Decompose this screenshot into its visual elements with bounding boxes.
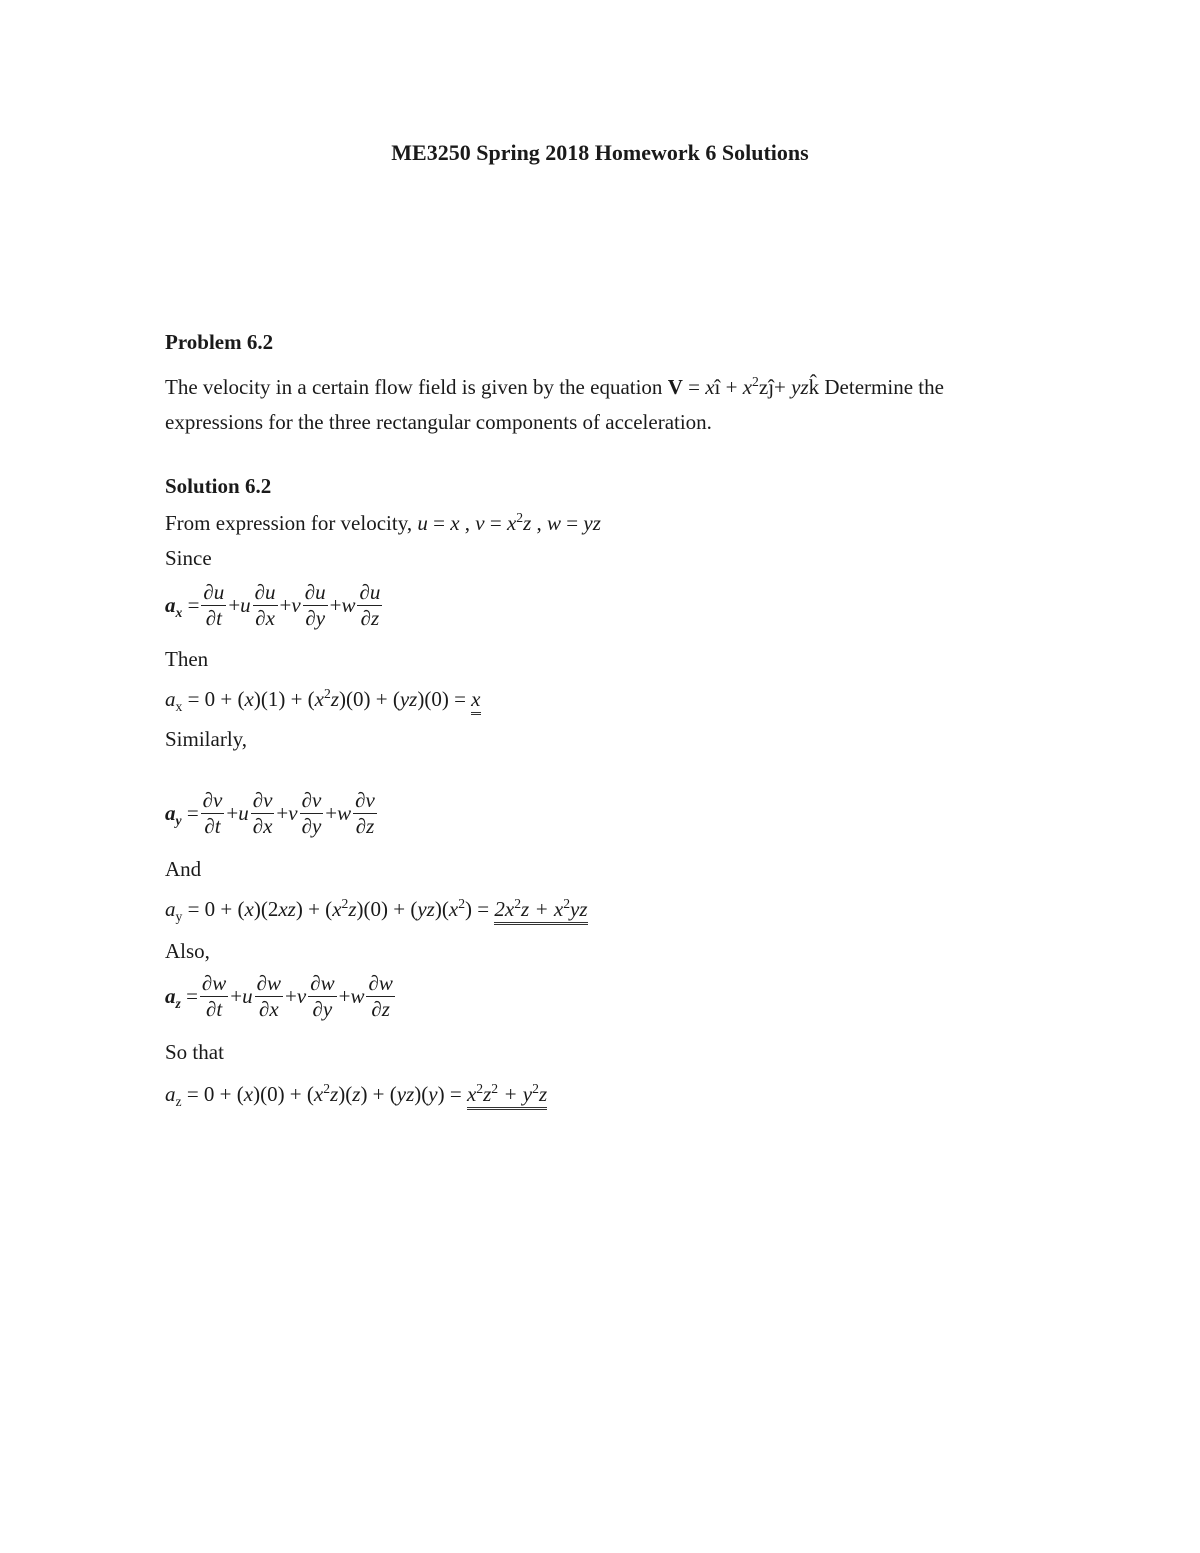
equation-token: 2x	[494, 897, 515, 921]
document-title: ME3250 Spring 2018 Homework 6 Solutions	[391, 140, 809, 165]
denominator: ∂z	[360, 606, 380, 630]
problem-text-end: Determine the	[819, 375, 944, 399]
partial-derivative	[303, 582, 328, 629]
final-answer	[467, 1082, 547, 1110]
numerator: ∂w	[310, 971, 335, 995]
plus-sign: +	[276, 801, 289, 825]
equation-token: a	[165, 1082, 176, 1106]
velocity-equation	[668, 375, 819, 399]
equation-token: v	[475, 511, 485, 535]
since-label: Since	[165, 546, 212, 570]
numerator: ∂u	[304, 580, 326, 604]
acceleration-symbol: $a_y$	[165, 801, 182, 828]
ax-result	[165, 685, 481, 714]
equation-token: z	[330, 687, 340, 711]
equation-token: z	[523, 511, 532, 535]
equation-token: z + x	[521, 897, 564, 921]
final-answer	[494, 897, 587, 925]
equation-token: z	[538, 1082, 548, 1106]
coefficient: v	[291, 593, 301, 617]
equation-token: z	[483, 1082, 492, 1106]
partial-derivative	[201, 790, 225, 837]
plus-sign: +	[329, 593, 342, 617]
equation-token: 2	[516, 509, 524, 525]
equation-token: )(	[338, 1082, 353, 1106]
equation-token: 2	[563, 895, 571, 911]
acceleration-subscript: z	[175, 995, 181, 1011]
equation-token: x	[466, 1082, 477, 1106]
az-definition	[165, 973, 397, 1020]
final-answer	[471, 687, 480, 715]
denominator: ∂t	[204, 814, 221, 838]
az-result	[165, 1080, 548, 1109]
coefficient: u	[238, 801, 249, 825]
acceleration-symbol: $a_x$	[165, 593, 183, 620]
equation-token: î	[714, 375, 721, 399]
equation-token: 2	[514, 895, 522, 911]
equation-token: =	[484, 511, 507, 535]
acceleration-symbol: $a_z$	[165, 984, 181, 1011]
ay-result	[165, 895, 588, 924]
equation-token: ) + (	[295, 897, 333, 921]
equation-token: x	[314, 687, 324, 711]
equation-token: ,	[459, 511, 476, 535]
partial-derivative	[201, 582, 226, 629]
numerator: ∂v	[355, 788, 375, 812]
equation-token: w	[547, 511, 562, 535]
coefficient: w	[341, 593, 356, 617]
equation-token: 2	[323, 1080, 331, 1096]
equation-token: x	[175, 698, 183, 714]
numerator: ∂w	[256, 971, 282, 995]
plus-sign: +	[325, 801, 338, 825]
equals-sign: =	[182, 593, 200, 617]
ay-definition	[165, 790, 379, 837]
equation-token: y	[175, 908, 183, 924]
problem-statement-line1	[165, 373, 944, 399]
plus-sign: +	[279, 593, 292, 617]
so-that-label: So that	[165, 1040, 224, 1064]
equation-token: ,	[531, 511, 548, 535]
equation-token: = 0 + (	[182, 687, 245, 711]
equation-token: a	[165, 897, 176, 921]
equation-token: z	[175, 1093, 182, 1109]
equation-token: =	[427, 511, 451, 535]
velocity-components-line	[165, 509, 601, 535]
components-equation	[417, 511, 601, 535]
coefficient: u	[242, 984, 253, 1008]
plus-sign: +	[338, 984, 351, 1008]
equation-token: z	[352, 1082, 361, 1106]
equation-token: ĵ	[768, 375, 775, 399]
equation-token: z	[758, 375, 769, 399]
numerator: ∂v	[252, 788, 273, 812]
denominator: ∂x	[255, 606, 275, 630]
and-label: And	[165, 857, 202, 881]
equation-token: ) =	[465, 897, 495, 921]
from-text: From expression for velocity,	[165, 511, 418, 535]
plus-sign: +	[228, 593, 241, 617]
equation-token: )(0) + (	[356, 897, 418, 921]
equation-token: x	[471, 687, 481, 711]
equation-token: x	[705, 375, 715, 399]
coefficient: v	[296, 984, 307, 1008]
equation-token: +	[720, 375, 743, 399]
partial-derivative	[308, 973, 336, 1020]
equation-token: =	[682, 375, 706, 399]
equation-token: yz	[396, 1082, 415, 1106]
acceleration-subscript: x	[175, 604, 183, 620]
partial-derivative	[357, 582, 382, 629]
equation-token: x	[244, 687, 254, 711]
denominator: ∂y	[305, 606, 326, 630]
also-label: Also,	[165, 939, 210, 963]
equation-token: )(	[414, 1082, 429, 1106]
plus-sign: +	[226, 801, 239, 825]
denominator: ∂z	[355, 814, 375, 838]
problem-statement-line2: expressions for the three rectangular components of acceleration.	[165, 410, 712, 434]
problem-text: The velocity in a certain flow field is given by the equation	[165, 375, 668, 399]
partial-derivative	[300, 790, 324, 837]
numerator: ∂u	[359, 580, 381, 604]
numerator: ∂v	[202, 788, 223, 812]
equation-token: )(0) =	[417, 687, 472, 711]
similarly-label: Similarly,	[165, 727, 248, 751]
equation-token: 2	[458, 895, 466, 911]
equation-token: )(1) + (	[253, 687, 315, 711]
equation-token: x	[448, 897, 459, 921]
coefficient: u	[240, 593, 251, 617]
equation-token: 2	[752, 373, 759, 389]
equation-token: )(2	[253, 897, 279, 921]
denominator: ∂z	[371, 997, 390, 1021]
equation-token: V	[667, 375, 683, 399]
numerator: ∂u	[254, 580, 276, 604]
denominator: ∂x	[258, 997, 279, 1021]
equation-token: =	[561, 511, 584, 535]
equation-token: x	[244, 897, 254, 921]
equation-token: x	[332, 897, 342, 921]
coefficient: w	[337, 801, 352, 825]
equation-token: x	[243, 1082, 254, 1106]
equation-token: 2	[491, 1080, 499, 1096]
equation-token: u	[417, 511, 428, 535]
equation-token: 2	[532, 1080, 539, 1096]
numerator: ∂w	[368, 971, 393, 995]
equation-token: yz	[583, 511, 601, 535]
numerator: ∂u	[203, 580, 225, 604]
then-label: Then	[165, 647, 209, 671]
denominator: ∂y	[312, 997, 333, 1021]
partial-derivative	[251, 790, 275, 837]
denominator: ∂x	[252, 814, 273, 838]
equation-token: + y	[498, 1082, 533, 1106]
equals-sign: =	[181, 801, 199, 825]
equation-token: ) =	[437, 1082, 467, 1106]
equation-token: 2	[341, 895, 349, 911]
equation-token: x	[506, 511, 517, 535]
equation-token: +	[774, 375, 792, 399]
equation-token: a	[165, 687, 176, 711]
partial-derivative	[353, 790, 377, 837]
equation-token: z	[330, 1082, 339, 1106]
acceleration-subscript: y	[175, 812, 182, 828]
equation-token: 2	[324, 685, 331, 701]
plus-sign: +	[230, 984, 243, 1008]
equation-token: = 0 + (	[181, 1082, 244, 1106]
equation-token: yz	[570, 897, 588, 921]
equation-token: = 0 + (	[182, 897, 245, 921]
equals-sign: =	[180, 984, 198, 1008]
equation-token: x	[450, 511, 460, 535]
denominator: ∂y	[301, 814, 322, 838]
equation-token: 2	[476, 1080, 484, 1096]
coefficient: v	[288, 801, 298, 825]
ax-definition	[165, 582, 384, 629]
equation-token: )(	[434, 897, 449, 921]
denominator: ∂t	[205, 606, 222, 630]
numerator: ∂v	[301, 788, 322, 812]
equation-token: k̂	[808, 375, 820, 399]
equation-token: x	[313, 1082, 324, 1106]
equation-token: ) + (	[360, 1082, 397, 1106]
problem-heading: Problem 6.2	[165, 330, 274, 354]
partial-derivative	[366, 973, 394, 1020]
equation-token: xz	[278, 897, 296, 921]
plus-sign: +	[285, 984, 297, 1008]
numerator: ∂w	[201, 971, 227, 995]
equation-token: yz	[399, 687, 418, 711]
equation-token: y	[428, 1082, 438, 1106]
solution-heading: Solution 6.2	[165, 474, 272, 498]
equation-token: yz	[417, 897, 435, 921]
equation-token: yz	[791, 375, 809, 399]
equation-token: )(0) + (	[253, 1082, 314, 1106]
equation-token: x	[742, 375, 753, 399]
partial-derivative	[255, 973, 283, 1020]
equation-token: z	[348, 897, 357, 921]
denominator: ∂t	[205, 997, 223, 1021]
partial-derivative	[253, 582, 278, 629]
equation-token: )(0) + (	[339, 687, 400, 711]
coefficient: w	[350, 984, 365, 1008]
partial-derivative	[200, 973, 228, 1020]
